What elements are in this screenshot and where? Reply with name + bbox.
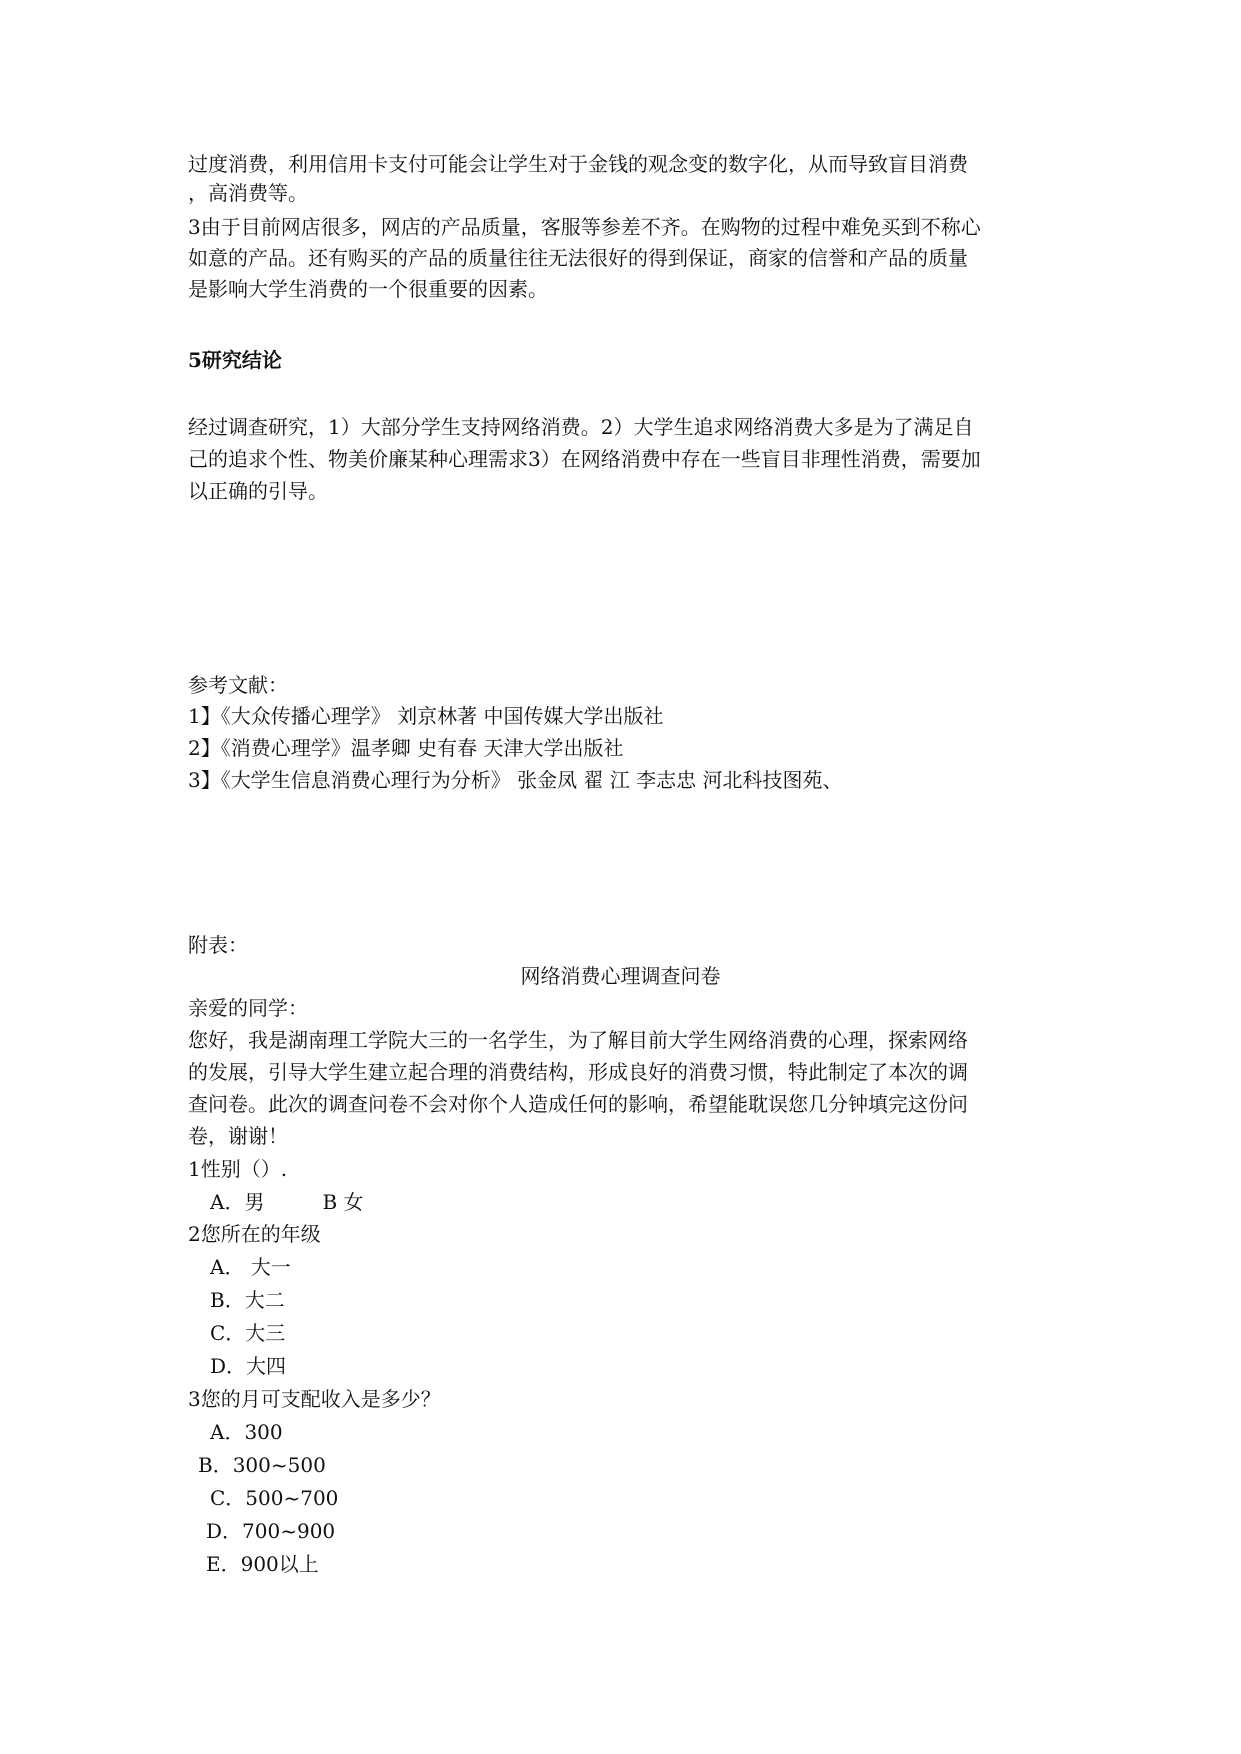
reference-item: 1】《大众传播心理学》 刘京林著 中国传媒大学出版社 [188,704,664,728]
conclusion-line: 以正确的引导。 [188,479,328,503]
references-title: 参考文献： [188,673,288,697]
survey-intro-line: 查问卷。此次的调查问卷不会对你个人造成任何的影响，希望能耽误您几分钟填完这份问 [188,1092,968,1116]
option-b: B．300~500 [198,1453,326,1477]
survey-greeting: 亲爱的同学： [188,996,308,1020]
option-c: C．500~700 [210,1486,339,1510]
paragraph-line: 是影响大学生消费的一个很重要的因素。 [188,277,548,301]
survey-title: 网络消费心理调查问卷 [520,964,721,988]
option-a: A．男 [210,1190,265,1214]
survey-intro-line: 卷，谢谢！ [188,1124,288,1148]
option-b: B 女 [322,1190,364,1214]
question-3: 3您的月可支配收入是多少？ [188,1387,441,1411]
option-c: C．大三 [210,1321,286,1345]
paragraph-line: ，高消费等。 [188,181,308,205]
option-e: E．900以上 [206,1552,319,1576]
option-a: A． 大一 [210,1255,291,1279]
paragraph-line: 如意的产品。还有购买的产品的质量往往无法很好的得到保证，商家的信誉和产品的质量 [188,246,968,270]
paragraph-line: 过度消费，利用信用卡支付可能会让学生对于金钱的观念变的数字化，从而导致盲目消费 [188,152,968,176]
reference-item: 3】《大学生信息消费心理行为分析》 张金凤 翟 江 李志忠 河北科技图苑、 [188,768,843,792]
option-b: B．大二 [210,1288,285,1312]
option-d: D．700~900 [206,1519,336,1543]
reference-item: 2】《消费心理学》温孝卿 史有春 天津大学出版社 [188,736,624,760]
question-1: 1性别（）. [188,1157,288,1181]
question-1-options [210,1188,364,1216]
option-a: A．300 [210,1420,283,1444]
survey-intro-line: 的发展，引导大学生建立起合理的消费结构，形成良好的消费习惯，特此制定了本次的调 [188,1060,968,1084]
appendix-label: 附表： [188,933,248,957]
question-2: 2您所在的年级 [188,1222,321,1246]
option-d: D．大四 [210,1354,287,1378]
paragraph-line: 3由于目前网店很多，网店的产品质量，客服等参差不齐。在购物的过程中难免买到不称心 [188,215,981,239]
conclusion-line: 己的追求个性、物美价廉某种心理需求3）在网络消费中存在一些盲目非理性消费，需要加 [188,447,981,471]
section-heading: 5研究结论 [188,348,282,372]
survey-intro-line: 您好，我是湖南理工学院大三的一名学生，为了解目前大学生网络消费的心理，探索网络 [188,1028,968,1052]
conclusion-line: 经过调查研究，1）大部分学生支持网络消费。2）大学生追求网络消费大多是为了满足自 [188,415,974,439]
